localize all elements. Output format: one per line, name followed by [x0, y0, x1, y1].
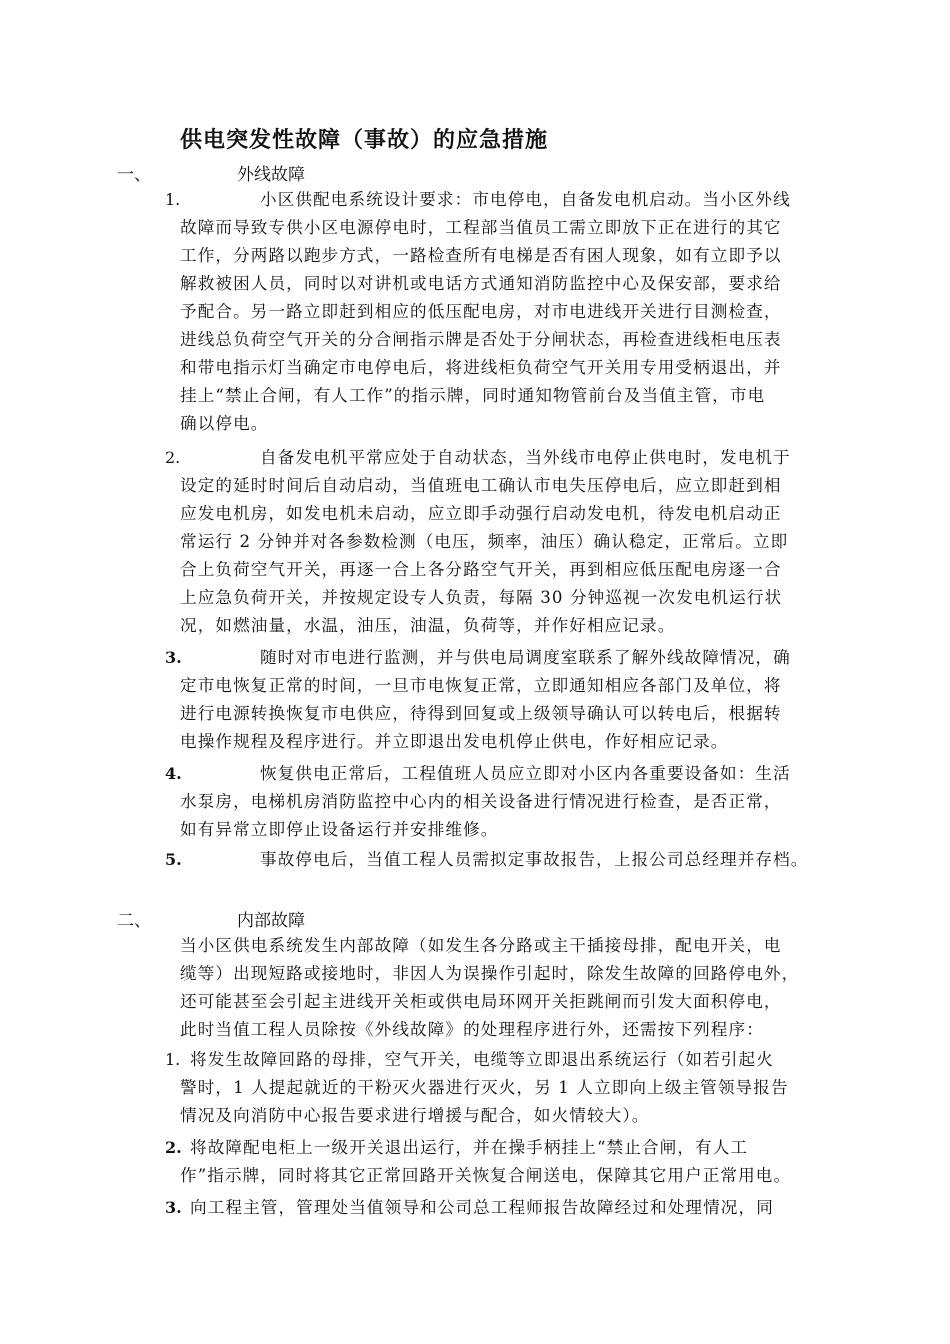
paragraph-line: 予配合。另一路立即赶到相应的低压配电房，对市电进线开关进行目测检查，: [180, 302, 782, 321]
item-number: 2.: [165, 448, 181, 467]
page-title: 供电突发性故障（事故）的应急措施: [180, 127, 549, 153]
item-number: 5.: [165, 850, 182, 869]
paragraph-line: 自备发电机平常应处于自动状态，当外线市电停止供电时，发电机于: [260, 448, 791, 467]
section-title: 内部故障: [237, 911, 305, 931]
paragraph-line: 事故停电后，当值工程人员需拟定事故报告，上报公司总经理并存档。: [260, 850, 809, 869]
paragraph-line: 此时当值工程人员除按《外线故障》的处理程序进行外，还需按下列程序：: [180, 1020, 764, 1039]
paragraph-line: 上应急负荷开关，并按规定设专人负责，每隔 30 分钟巡视一次发电机运行状: [180, 588, 783, 607]
paragraph-line: 故障而导致专供小区电源停电时，工程部当值员工需立即放下正在进行的其它: [180, 218, 782, 237]
item-number: 4.: [165, 764, 182, 783]
paragraph-line: 挂上“禁止合闸，有人工作”的指示牌，同时通知物管前台及当值主管，市电: [180, 386, 766, 405]
paragraph-line: 将发生故障回路的母排，空气开关，电缆等立即退出系统运行（如若引起火: [190, 1050, 774, 1069]
paragraph-line: 向工程主管，管理处当值领导和公司总工程师报告故障经过和处理情况，同: [190, 1198, 774, 1217]
paragraph-line: 小区供配电系统设计要求：市电停电，自备发电机启动。当小区外线: [260, 190, 791, 209]
item-number: 1.: [165, 1050, 181, 1069]
paragraph-line: 当小区供电系统发生内部故障（如发生各分路或主干插接母排，配电开关，电: [180, 936, 782, 955]
paragraph-line: 进行电源转换恢复市电供应，待得到回复或上级领导确认可以转电后，根据转: [180, 704, 782, 723]
paragraph-line: 电操作规程及程序进行。并立即退出发电机停止供电，作好相应记录。: [180, 732, 729, 751]
paragraph-line: 作”指示牌，同时将其它正常回路开关恢复合闸送电，保障其它用户正常用电。: [180, 1166, 792, 1185]
section-number: 一、: [117, 165, 151, 185]
paragraph-line: 况，如燃油量，水温，油压，油温，负荷等，并作好相应记录。: [180, 616, 676, 635]
paragraph-line: 确以停电。: [180, 414, 269, 433]
paragraph-line: 如有异常立即停止设备运行并安排维修。: [180, 820, 499, 839]
paragraph-line: 将故障配电柜上一级开关退出运行，并在操手柄挂上“禁止合闸，有人工: [190, 1138, 749, 1157]
paragraph-line: 水泵房，电梯机房消防监控中心内的相关设备进行情况进行检查，是否正常，: [180, 792, 782, 811]
paragraph-line: 和带电指示灯当确定市电停电后，将进线柜负荷空气开关用专用受柄退出，并: [180, 358, 782, 377]
item-number: 3.: [165, 648, 182, 667]
paragraph-line: 恢复供电正常后，工程值班人员应立即对小区内各重要设备如：生活: [260, 764, 791, 783]
section-number: 二、: [117, 911, 151, 931]
paragraph-line: 合上负荷空气开关，再逐一合上各分路空气开关，再到相应低压配电房逐一合: [180, 560, 782, 579]
paragraph-line: 随时对市电进行监测，并与供电局调度室联系了解外线故障情况，确: [260, 648, 791, 667]
item-number: 1.: [165, 190, 181, 209]
paragraph-line: 进线总负荷空气开关的分合闸指示牌是否处于分闸状态，再检查进线柜电压表: [180, 330, 782, 349]
paragraph-line: 还可能甚至会引起主进线开关柜或供电局环网开关拒跳闸而引发大面积停电，: [180, 992, 782, 1011]
item-number: 2.: [165, 1138, 182, 1157]
paragraph-line: 解救被困人员，同时以对讲机或电话方式通知消防监控中心及保安部，要求给: [180, 274, 782, 293]
item-number: 3.: [165, 1198, 182, 1217]
paragraph-line: 常运行 2 分钟并对各参数检测（电压，频率，油压）确认稳定，正常后。立即: [180, 532, 789, 551]
section-title: 外线故障: [237, 165, 305, 185]
paragraph-line: 情况及向消防中心报告要求进行增援与配合，如火情较大）。: [180, 1106, 650, 1125]
paragraph-line: 工作，分两路以跑步方式，一路检查所有电梯是否有困人现象，如有立即予以: [180, 246, 782, 265]
paragraph-line: 缆等）出现短路或接地时，非因人为误操作引起时，除发生故障的回路停电外，: [180, 964, 800, 983]
paragraph-line: 应发电机房，如发电机未启动，应立即手动强行启动发电机，待发电机启动正: [180, 504, 782, 523]
paragraph-line: 定市电恢复正常的时间，一旦市电恢复正常，立即通知相应各部门及单位，将: [180, 676, 782, 695]
paragraph-line: 警时，1 人提起就近的干粉灭火器进行灭火，另 1 人立即向上级主管领导报告: [180, 1078, 789, 1097]
paragraph-line: 设定的延时时间后自动启动，当值班电工确认市电失压停电后，应立即赶到相: [180, 476, 782, 495]
